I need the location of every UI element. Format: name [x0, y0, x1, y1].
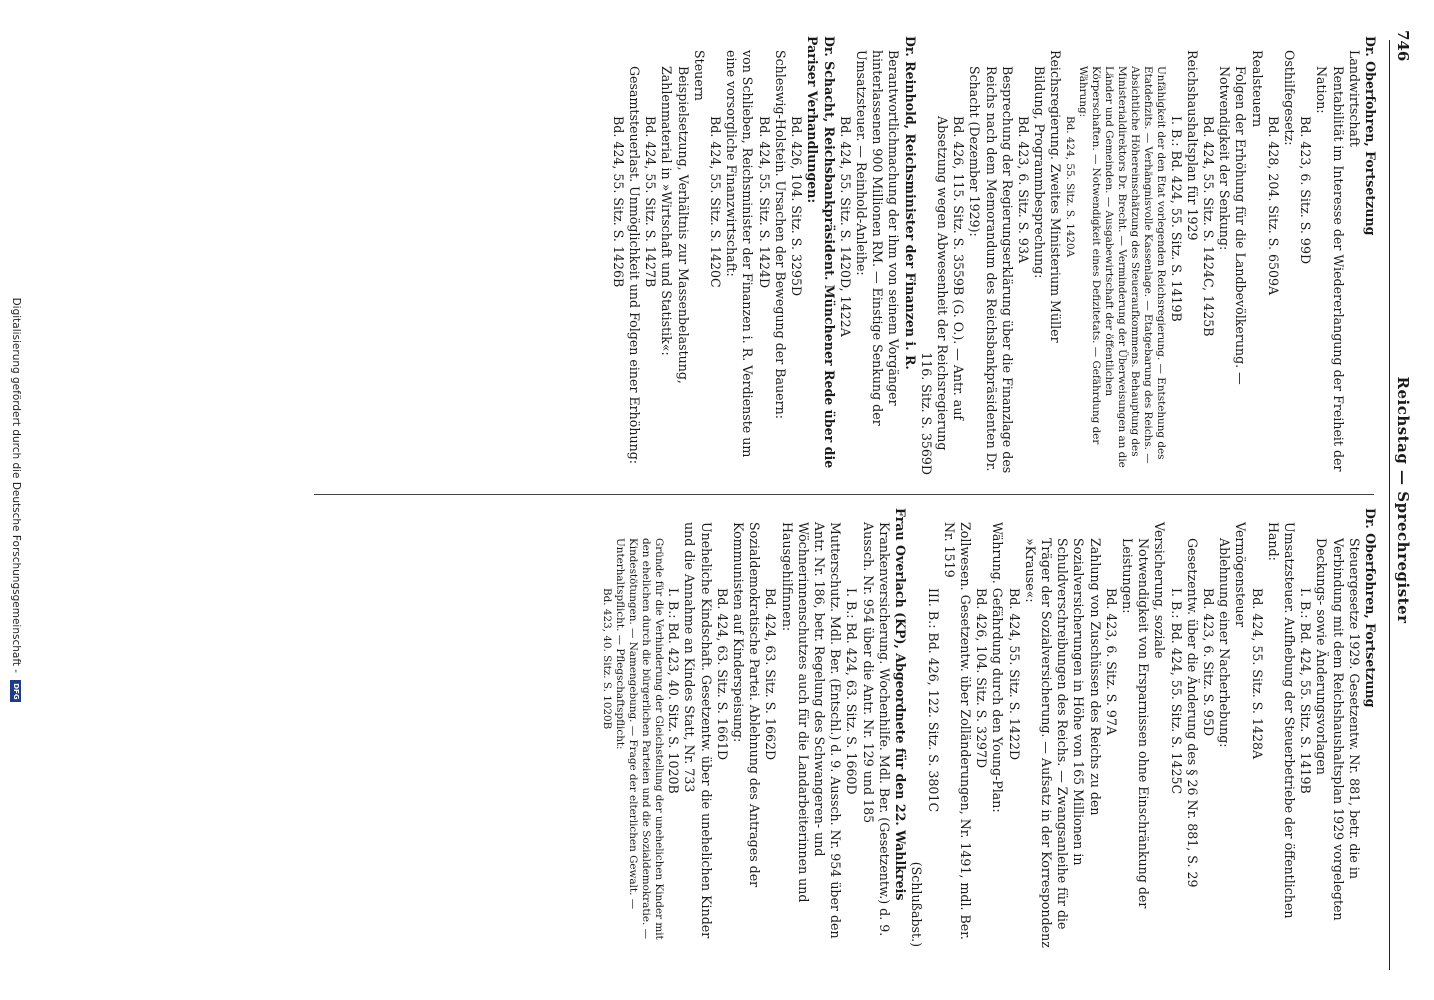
register-entry: Mutterschutz. Mdl. Ber. (Entschl.) d. 9. Aussch. Nr. 954 über den Antr. Nr. 186, betr. Regelung des Schwangeren- und Wöchnerinnenschutzes auch für die Landarbeiterinnen und Hausgehilfinnen: [779, 522, 844, 939]
register-entry: Zollwesen. Gesetzentw. über Zolländerungen, Nr. 1491, mdl. Ber. Nr. 1519 [941, 522, 973, 940]
register-entry: von Schlieben, Reichsminister der Finanzen i. R. Verdienste um eine vorsorgliche Finanzwirtschaft: [724, 50, 756, 458]
register-entry: Berantwortlichmachung der ihm von seinem Vorgänger hinterlassenen 900 Millionen RM. — Einstige Senkung der Umsatzsteuer. — Reinhold-Anleihe: [853, 50, 902, 426]
register-entry: Dr. Oberfohren, Fortsetzung [1363, 508, 1378, 708]
register-entry: Besprechung der Regierungserklärung über die Finanzlage des Reichs nach dem Memorandum des Reichsbankpräsidenten Dr. Schacht (Dezember 1929): [967, 66, 1015, 474]
register-entry: Zahlung von Zuschüssen des Reichs zu den Sozialversicherungen in Höhe von 165 Millionen in Schuldverschreibungen des Reichs. — Zwangsanleihe für die Träger der Sozialversicherung. — Aufsatz in der Korrespondenz »Krause«: [1022, 538, 1103, 948]
register-entry: Ablehnung einer Nacherhebung: [1217, 538, 1233, 748]
register-entry: Bd. 423, 6. Sitz. S. 99D [1298, 116, 1314, 265]
register-entry: Bd. 423, 6. Sitz. S. 95D [1200, 588, 1216, 737]
register-entry: Schleswig-Holstein. Ursachen der Bewegung der Bauern: [772, 50, 788, 419]
register-entry: Bd. 424, 63. Sitz. S. 1661D [714, 588, 730, 761]
dfg-logo: DFG [11, 680, 22, 702]
register-entry: Dr. Reinhold, Reichsminister der Finanzen i. R. [902, 36, 918, 370]
register-entry: Bd. 426, 104. Sitz. S. 3297D [974, 588, 990, 769]
register-entry: 116. Sitz. S. 3569D [918, 352, 934, 475]
register-entry: Währung. Gefährdung durch den Young-Plan: [990, 522, 1006, 813]
register-entry: Landwirtschaft [1346, 50, 1362, 147]
page-header [1374, 0, 1434, 1000]
register-entry: Bd. 424, 55. Sitz. S. 1422D [1006, 588, 1022, 761]
left-column [610, 36, 1378, 481]
register-entry: Uneheliche Kindschaft. Gesetzentw. über die unehelichen Kinder und die Annahme an Kindes Statt, Nr. 733 [682, 522, 714, 939]
register-entry: Steuern [691, 50, 707, 101]
register-entry: Bd. 424, 55. Sitz. S. 1426B [610, 116, 626, 288]
footer-credit [2, 0, 22, 1000]
register-entry: Notwendigkeit von Ersparnissen ohne Einschränkung der Leistungen: [1119, 538, 1152, 909]
register-entry: Dr. Schacht, Reichsbankpräsident. Münchener Rede über die Pariser Verhandlungen: [805, 36, 837, 469]
register-entry: Bd. 423, 6. Sitz. S. 97A [1103, 588, 1119, 736]
register-entry: I. B.: Bd. 424, 55. Sitz. S. 1419B [1298, 588, 1314, 794]
register-entry: Vermögensteuer [1233, 522, 1249, 628]
register-entry: (Schlußabst.) [909, 861, 925, 947]
register-entry: I. B.: Bd. 424, 55. Sitz. S. 1419B [1168, 116, 1184, 322]
column-separator [314, 494, 1374, 495]
register-entry: Bd. 428, 204. Sitz. S. 6509A [1265, 116, 1281, 296]
register-entry: Bd. 424, 55. Sitz. S. 1427B [643, 116, 659, 288]
register-entry: Folgen der Erhöhung für die Landbevölkerung. — Notwendigkeit der Senkung: [1217, 66, 1249, 385]
register-entry: Bd. 424, 55. Sitz. S. 1428A [1249, 588, 1265, 760]
register-entry: Bd. 424, 55. Sitz. S. 1420C [708, 116, 724, 288]
register-entry: Steuergesetze 1929. Gesetzentw. Nr. 881, betr. die in Verbindung mit dem Reichshaushaltsplan 1929 vorgelegten Deckungs- sowie Änderungsvorlagen [1314, 538, 1362, 921]
register-entry: Bd. 424, 55. Sitz. S. 1424D [756, 116, 772, 289]
register-entry: Bd. 423, 6. Sitz. S. 93A [1015, 116, 1031, 264]
register-entry: Bd. 426, 104. Sitz. S. 3295D [789, 116, 805, 297]
register-entry: I. B.: Bd. 423, 40. Sitz. S. 1020B [666, 588, 682, 794]
register-entry: Gründe für die Verhinderung der Gleichstellung der unehelichen Kinder mit den ehelichen durch die bürgerlichen Parteien und die Sozialdemokratie. — Kindestötungen. — Namengebung. — Frage der elterlichen Gewalt. — Unterhaltspflicht. — Pflegschaftspflicht: [614, 538, 666, 940]
register-entry: Osthilfegesetz: [1281, 50, 1297, 146]
register-entry: Reichshaushaltsplan für 1929 [1184, 50, 1200, 241]
register-entry: I. B.: Bd. 424, 55. Sitz. S. 1425C [1168, 588, 1184, 795]
register-entry: Reichsregierung. Zweites Ministerium Müller [1048, 50, 1064, 343]
register-entry: Bd. 424, 63. Sitz. S. 1662D [763, 588, 779, 761]
page-title: Reichstag — Sprechregister [1394, 376, 1412, 624]
register-entry: Unfähigkeit der den Etat vorlegenden Reichsregierung. — Entstehung des Etatdefizits. — Verhängnisvolle Kassenlage. — Etatgebarung des Reichs. — Absichtliche Höhereinschätzung des Steueraufkommens. Behauptung des Ministerialdirektors Dr. Brecht. — Verminderung der Überweisungen an die Länder und Gemeinden. — Ausgabewirtschaft der öffentlichen Körperschaften. — Notwendigkeit eines Defizitetats. — Gefährdung der Währung: [1077, 66, 1168, 468]
register-entry: Bd. 424, 55. Sitz. S. 1420D, 1422A [837, 116, 853, 337]
register-entry: Beispielsetzung, Verhältnis zur Massenbelastung, Zahlenmaterial in »Wirtschaft und Statistik«: [659, 66, 691, 384]
register-entry: Frau Overlach (KP), Abgeordnete für den 22. Wahlkreis [893, 508, 909, 901]
register-entry: Bildung, Programmbesprechung: [1032, 66, 1048, 279]
register-entry: Realsteuern [1249, 50, 1265, 128]
register-entry: Bd. 424, 55. Sitz. S. 1420A [1064, 116, 1077, 258]
register-entry: Dr. Oberfohren, Fortsetzung [1363, 36, 1378, 236]
page-number: 746 [1394, 30, 1412, 62]
register-entry: Gesetzentw. über die Änderung des § 26 Nr. 881, S. 29 [1184, 538, 1200, 888]
register-entry: III. B.: Bd. 426, 122. Sitz. S. 3801C [925, 588, 941, 813]
register-entry: Bd. 426, 115. Sitz. S. 3559B (G. O.). — Antr. auf Absetzung wegen Abwesenheit der Reichsregierung [934, 116, 967, 451]
register-entry: Sozialdemokratische Partei. Ablehnung des Antrages der Kommunisten auf Kinderspeisung: [731, 522, 763, 888]
register-entry: Umsatzsteuer. Aufhebung der Steuerbetriebe der öffentlichen Hand: [1265, 522, 1297, 919]
register-entry: Rentabilität im Interesse der Wiedererlangung der Freiheit der Nation: [1314, 66, 1346, 472]
register-entry: Krankenversicherung. Wochenhilfe. Mdl. Ber. (Gesetzentw.) d. 9. Aussch. Nr. 954 über die Antr. Nr. 129 und 185 [860, 522, 892, 937]
register-entry: I. B.: Bd. 424, 63. Sitz. S. 1660D [844, 588, 860, 795]
right-column [600, 508, 1378, 953]
register-entry: Versicherung, soziale [1152, 522, 1168, 659]
register-entry: Bd. 424, 55. Sitz. S. 1424C, 1425B [1200, 116, 1216, 337]
footer-text: Digitalisierung gefördert durch die Deutsche Forschungsgemeinschaft - [10, 297, 22, 674]
register-entry: Gesamtsteuerlast. Unmöglichkeit und Folgen einer Erhöhung: [627, 66, 643, 465]
register-entry: Bd. 423, 40. Sitz. S. 1020B [601, 588, 614, 730]
header-rule [1389, 40, 1390, 970]
